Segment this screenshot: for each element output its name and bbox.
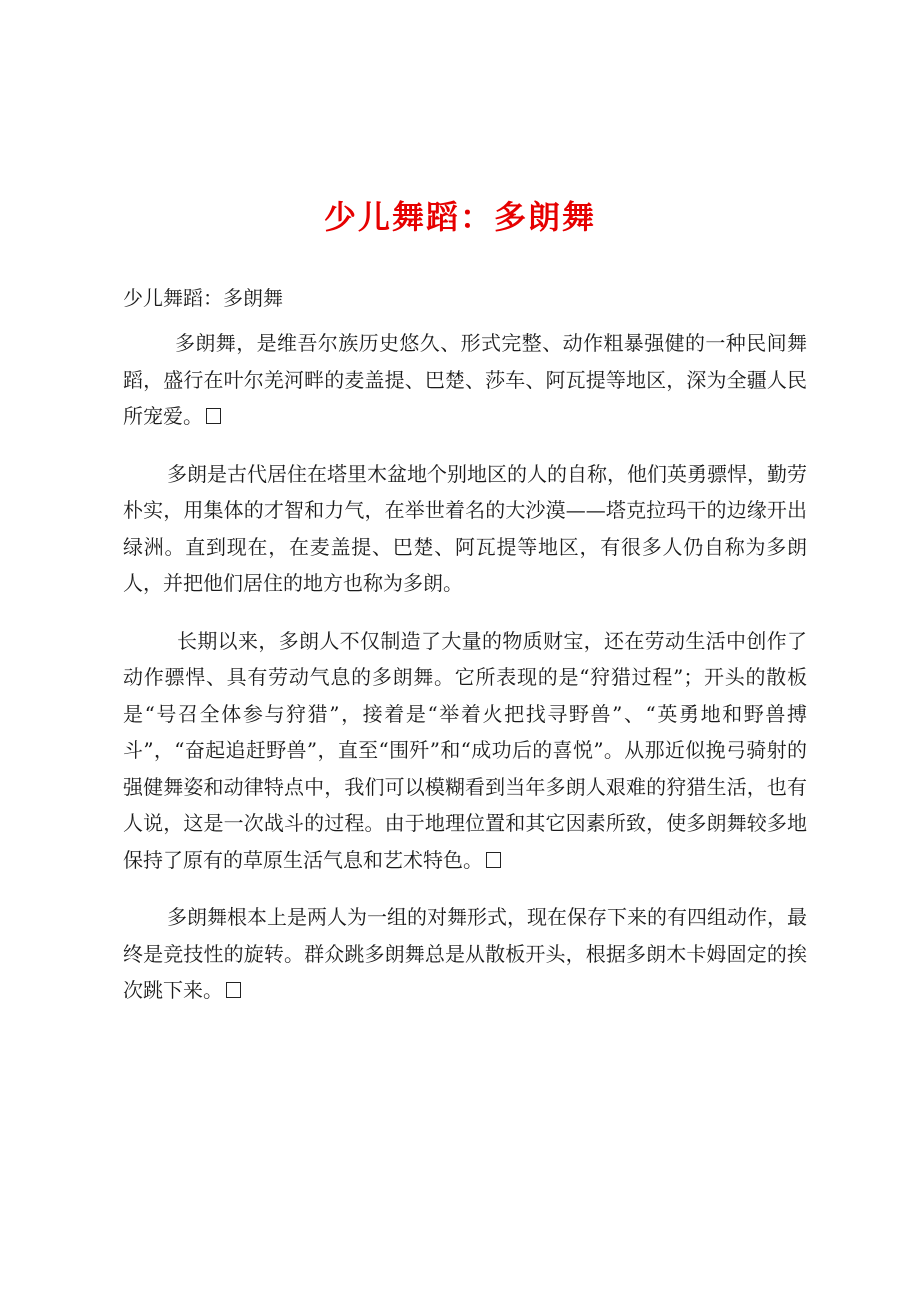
missing-glyph-box-icon bbox=[226, 982, 241, 998]
document-body bbox=[123, 325, 807, 1030]
paragraph-2-text: 多朗是古代居住在塔里木盆地个别地区的人的自称，他们英勇骠悍，勤劳朴实，用集体的才智和力气，在举世着名的大沙漠——塔克拉玛干的边缘开出绿洲。直到现在，在麦盖提、巴楚、阿瓦提等地区，有很多人仍自称为多朗人，并把他们居住的地方也称为多朗。 bbox=[123, 461, 807, 595]
paragraph-3 bbox=[123, 623, 807, 879]
paragraph-4 bbox=[123, 899, 807, 1009]
missing-glyph-box-icon bbox=[206, 408, 221, 424]
paragraph-1 bbox=[123, 325, 807, 435]
paragraph-4-text: 多朗舞根本上是两人为一组的对舞形式，现在保存下来的有四组动作，最终是竞技性的旋转。群众跳多朗舞总是从散板开头，根据多朗木卡姆固定的挨次跳下来。 bbox=[123, 905, 807, 1002]
paragraph-2 bbox=[123, 456, 807, 602]
document-title: 少儿舞蹈：多朗舞 bbox=[323, 198, 596, 236]
paragraph-1-text: 多朗舞，是维吾尔族历史悠久、形式完整、动作粗暴强健的一种民间舞蹈，盛行在叶尔羌河畔的麦盖提、巴楚、莎车、阿瓦提等地区，深为全疆人民所宠爱。 bbox=[123, 331, 807, 428]
paragraph-3-text: 长期以来，多朗人不仅制造了大量的物质财宝，还在劳动生活中创作了动作骠悍、具有劳动气息的多朗舞。它所表现的是“狩猎过程”；开头的散板是“号召全体参与狩猎”，接着是“举着火把找寻野兽”、“英勇地和野兽搏斗”，“奋起追赶野兽”，直至“围歼”和“成功后的喜悦”。从那近似挽弓骑射的强健舞姿和动律特点中，我们可以模糊看到当年多朗人艰难的狩猎生活，也有人说，这是一次战斗的过程。由于地理位置和其它因素所致，使多朗舞较多地保持了原有的草原生活气息和艺术特色。 bbox=[123, 628, 807, 872]
document-subtitle: 少儿舞蹈：多朗舞 bbox=[123, 286, 283, 310]
missing-glyph-box-icon bbox=[486, 852, 501, 868]
